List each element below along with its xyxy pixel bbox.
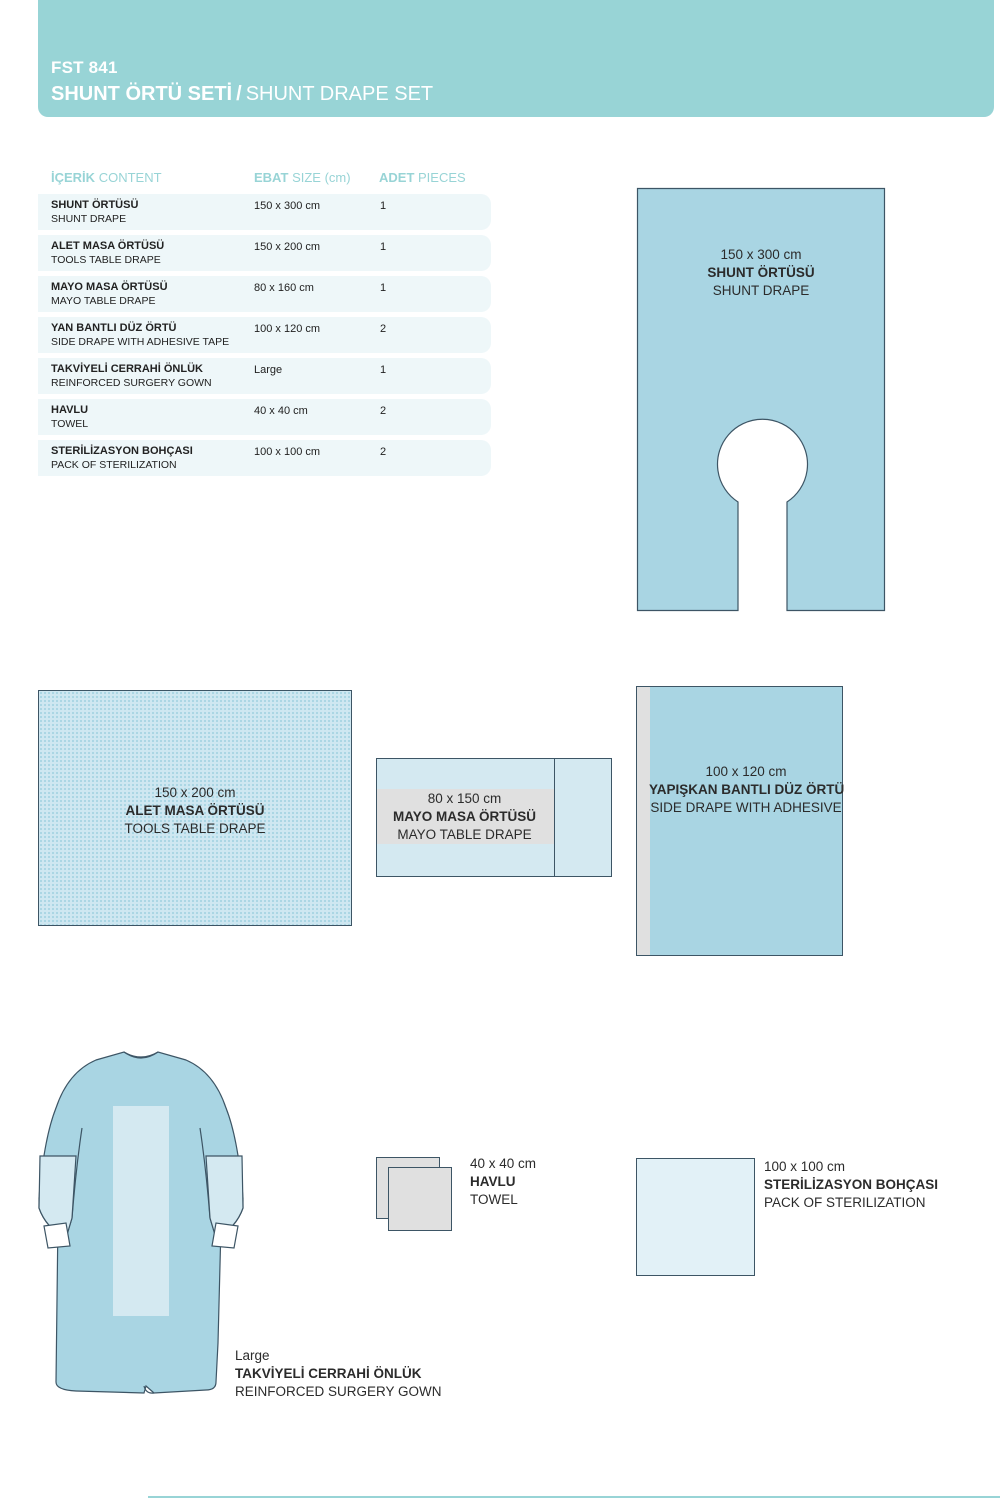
gown-name-en: REINFORCED SURGERY GOWN [235,1384,442,1399]
row-size: 150 x 300 cm [254,200,321,212]
side-name-tr: YAPIŞKAN BANTLI DÜZ ÖRTÜ [649,782,845,797]
row-size: 150 x 200 cm [254,241,321,253]
row-name-tr: MAYO MASA ÖRTÜSÜ [51,281,168,293]
towel-size: 40 x 40 cm [470,1156,537,1171]
tools-drape-label [38,784,352,838]
table-row [38,440,491,476]
row-name-tr: YAN BANTLI DÜZ ÖRTÜ [51,322,177,334]
pack-name-en: PACK OF STERILIZATION [764,1195,926,1210]
surgery-gown-illustration [36,1048,248,1400]
row-name-en: SIDE DRAPE WITH ADHESIVE TAPE [51,336,230,348]
col-pieces-tr: ADET [379,170,415,185]
row-size: 100 x 100 cm [254,446,321,458]
row-qty: 2 [380,405,387,417]
side-size: 100 x 120 cm [705,764,787,779]
row-name-en: TOOLS TABLE DRAPE [51,254,161,266]
table-row [38,399,491,435]
title-tr: SHUNT ÖRTÜ SETİ [51,83,233,105]
table-row [38,358,491,394]
row-name-en: SHUNT DRAPE [51,213,127,225]
row-qty: 2 [380,323,387,335]
tools-size: 150 x 200 cm [154,785,236,800]
col-size-tr: EBAT [254,170,289,185]
row-size: 80 x 160 cm [254,282,314,294]
row-size: Large [254,364,283,376]
row-size: 40 x 40 cm [254,405,308,417]
tools-name-tr: ALET MASA ÖRTÜSÜ [125,803,265,818]
title-separator: / [236,83,242,105]
table-row [38,194,491,230]
row-qty: 1 [380,200,387,212]
gown-label [235,1347,442,1401]
row-qty: 1 [380,364,387,376]
col-pieces-en: PIECES [418,170,466,185]
table-row [38,276,491,312]
towel-name-tr: HAVLU [470,1174,516,1189]
row-name-en: REINFORCED SURGERY GOWN [51,377,212,389]
row-size: 100 x 120 cm [254,323,321,335]
adhesive-strip [637,687,650,955]
side-drape-illustration [636,686,843,956]
sterilization-pack-illustration [636,1158,755,1276]
row-qty: 2 [380,446,387,458]
mayo-fold-line [554,759,555,876]
towel-name-en: TOWEL [470,1192,518,1207]
gown-name-tr: TAKVİYELİ CERRAHİ ÖNLÜK [235,1366,422,1381]
product-title [51,83,433,106]
row-name-tr: STERİLİZASYON BOHÇASI [51,445,193,457]
mayo-name-tr: MAYO MASA ÖRTÜSÜ [392,809,536,824]
title-en: SHUNT DRAPE SET [245,83,434,105]
row-name-tr: SHUNT ÖRTÜSÜ [51,199,139,211]
side-drape-label [649,763,843,817]
mayo-size: 80 x 150 cm [427,791,502,806]
gown-size: Large [235,1348,270,1363]
mayo-drape-label [376,790,553,844]
pack-size: 100 x 100 cm [764,1159,846,1174]
col-content-header [51,170,162,185]
row-name-tr: TAKVİYELİ CERRAHİ ÖNLÜK [51,363,203,375]
towel-front-illustration [388,1167,452,1231]
col-pieces-header [379,170,466,185]
col-size-header [254,170,351,185]
row-name-tr: ALET MASA ÖRTÜSÜ [51,240,165,252]
table-row [38,317,491,353]
towel-label [470,1155,536,1209]
row-name-en: PACK OF STERILIZATION [51,459,177,471]
row-name-tr: HAVLU [51,404,89,416]
table-row [38,235,491,271]
shunt-size: 150 x 300 cm [720,247,802,262]
col-content-en: CONTENT [98,170,162,185]
col-content-tr: İÇERİK [51,170,96,185]
col-size-en: SIZE (cm) [292,170,351,185]
shunt-name-en: SHUNT DRAPE [712,283,810,298]
pack-label [764,1158,938,1212]
header-banner [38,0,994,117]
shunt-drape-label [636,246,886,300]
row-name-en: MAYO TABLE DRAPE [51,295,156,307]
row-qty: 1 [380,241,387,253]
footer-divider [148,1496,1000,1498]
row-qty: 1 [380,282,387,294]
mayo-name-en: MAYO TABLE DRAPE [397,827,532,842]
side-name-en: SIDE DRAPE WITH ADHESIVE [650,800,842,815]
shunt-name-tr: SHUNT ÖRTÜSÜ [707,265,815,280]
pack-name-tr: STERİLİZASYON BOHÇASI [764,1177,939,1192]
row-name-en: TOWEL [51,418,89,430]
product-code: FST 841 [51,58,118,77]
tools-name-en: TOOLS TABLE DRAPE [124,821,266,836]
